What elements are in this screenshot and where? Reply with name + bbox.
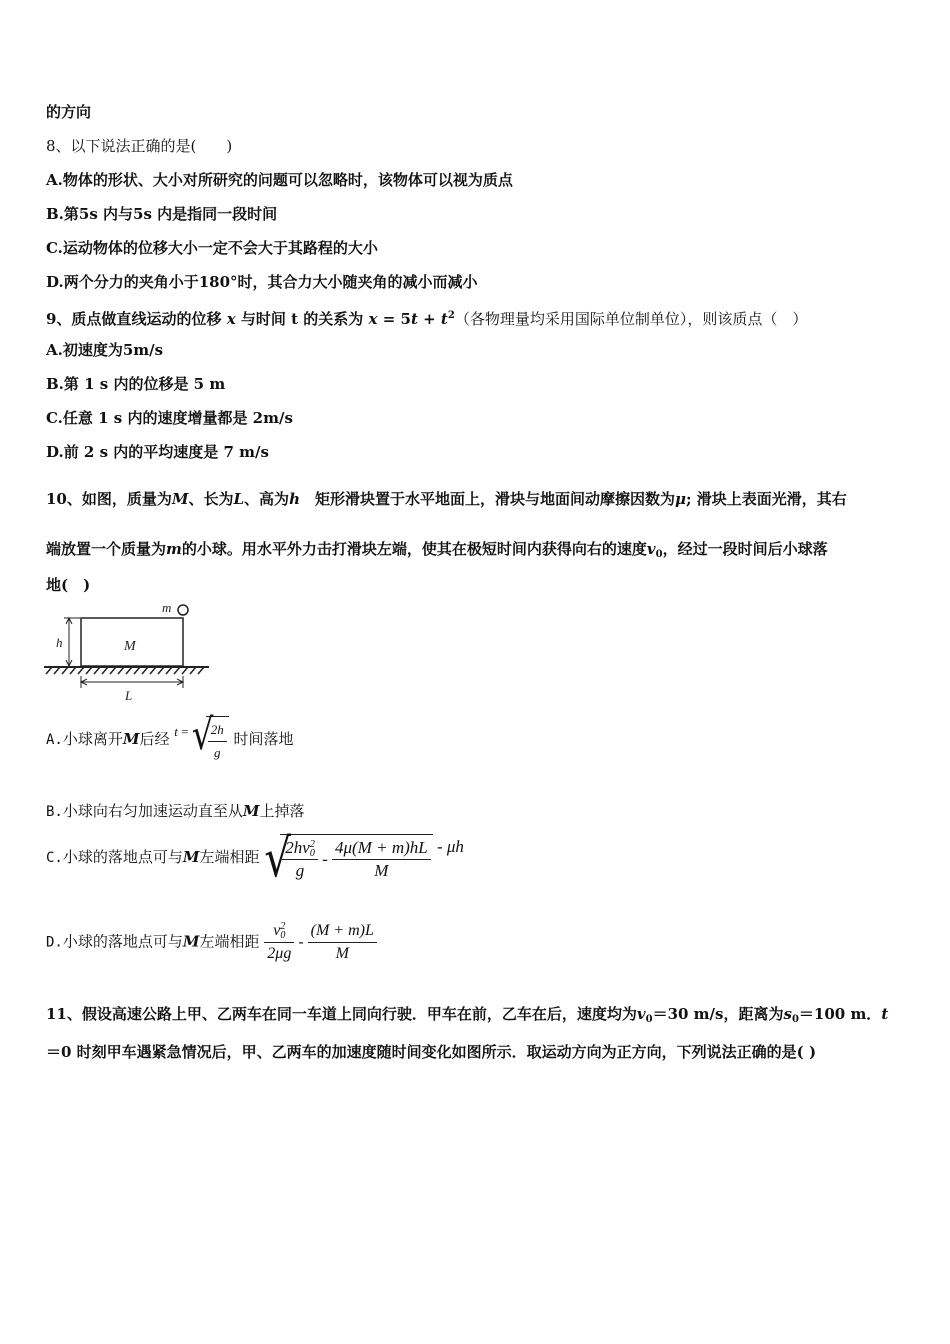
q10-option-d-minus: -	[294, 933, 308, 951]
q10-option-a-num: 2h	[208, 719, 227, 742]
q9-formula-lhs: x	[368, 310, 378, 328]
q10-line1-d: 矩形滑块置于水平地面上，滑块与地面间动摩擦因数为	[299, 490, 675, 508]
q11-line2: ＝0 时刻甲车遇紧急情况后，甲、乙两车的加速度随时间变化如图所示．取运动方向为正方向，下列说法正确的是( )	[46, 1043, 817, 1061]
q10-line2-c: ，经过一段时间后小球落	[662, 540, 828, 558]
q8-option-c: C.运动物体的位移大小一定不会大于其路程的大小	[46, 239, 378, 257]
q10-option-c-den2: M	[374, 861, 389, 880]
q10-option-d-den2: M	[335, 945, 349, 962]
q10-option-b-text1: 小球向右匀加速运动直至从	[62, 802, 243, 820]
q9-formula-mid: = 5	[377, 310, 411, 328]
q10-var-h: h	[289, 490, 300, 508]
q10-var-mu: μ	[674, 490, 686, 508]
q9-option-c: C.任意 1 s 内的速度增量都是 2m/s	[46, 409, 293, 427]
q9-option-b: B.第 1 s 内的位移是 5 m	[46, 375, 226, 393]
q8-stem: 8、以下说法正确的是( )	[46, 137, 233, 155]
q10-option-d-text2: 左端相距	[199, 932, 260, 951]
q10-option-a-label: A.	[46, 732, 63, 748]
q8-option-b: B.第5s 内与5s 内是指同一段时间	[46, 205, 278, 223]
q10-line1-c: 、高为	[244, 490, 290, 508]
q9-var-t: t	[291, 310, 299, 328]
q10-option-a-M: M	[122, 730, 140, 748]
q10-var-m: m	[166, 540, 182, 558]
q10-var-v0: v	[646, 540, 656, 558]
q10-option-d-num1-sub: 0	[280, 930, 286, 942]
q10-var-M: M	[171, 490, 189, 508]
q10-option-d-num1-sup: 2	[280, 921, 286, 933]
q10-option-d-M: M	[182, 932, 200, 951]
h-label: h	[56, 635, 63, 650]
q10-option-c	[46, 827, 464, 889]
q11-v0-value: ＝30 m/s，距离为	[652, 1005, 784, 1023]
q10-line2	[46, 539, 828, 565]
q10-option-b-label: B.	[46, 804, 63, 820]
q10-option-d-text1: 小球的落地点可与	[62, 932, 183, 951]
ball-label: m	[162, 600, 172, 615]
q9-formula-t2: t	[440, 310, 448, 328]
q9-var-x: x	[226, 310, 236, 328]
q10-option-b-text2: 上掉落	[259, 802, 305, 820]
q11-line1	[46, 1004, 888, 1030]
q10-option-d-frac2	[308, 920, 377, 965]
ground-hatch	[46, 667, 204, 674]
q11-var-v0: v	[636, 1005, 646, 1023]
q9-stem-a: 9、质点做直线运动的位移	[46, 310, 222, 328]
q10-option-c-label: C.	[46, 850, 63, 866]
q10-option-d-num1: v	[273, 922, 281, 939]
q10-option-d-num2: (M + m)L	[308, 920, 377, 943]
q10-option-a-sqrt: √ $\frac{2h}{g}$	[192, 716, 229, 764]
q9-stem-b: 与时间	[240, 310, 286, 328]
q10-option-a-den: g	[214, 745, 221, 760]
q9-formula-plus: +	[417, 310, 441, 328]
q9-formula-t: t	[410, 310, 418, 328]
q11-var-t: t	[881, 1005, 889, 1023]
q11-var-s0: s	[783, 1005, 792, 1023]
q10-option-c-num1: 2hv	[285, 838, 310, 857]
q10-option-d-den1: 2μg	[267, 945, 292, 962]
q9-stem-d: （各物理量均采用国际单位制单位），则该质点（ ）	[454, 310, 808, 328]
q11-var-s0-sub: 0	[791, 1014, 799, 1025]
q10-option-c-M: M	[182, 848, 200, 866]
q10-var-v0-sub: 0	[655, 549, 663, 560]
q10-option-a-text1: 小球离开	[62, 730, 123, 748]
q10-option-c-num2: 4μ(M + m)hL	[332, 837, 431, 860]
q9-option-a: A.初速度为5m/s	[46, 341, 164, 359]
ball-circle	[178, 605, 188, 615]
q11-line1-a: 11、假设高速公路上甲、乙两车在同一车道上同向行驶．甲车在前，乙车在后，速度均为	[46, 1005, 637, 1023]
q10-option-a-t: t	[174, 724, 178, 739]
q10-line1-a: 10、如图，质量为	[46, 490, 172, 508]
q10-line1-e: ; 滑块上表面光滑，其右	[685, 490, 847, 508]
q10-line2-b: 的小球。用水平外力击打滑块左端，使其在极短时间内获得向右的速度	[181, 540, 647, 558]
q8-option-d: D.两个分力的夹角小于180°时，其合力大小随夹角的减小而减小	[46, 273, 478, 291]
q9-option-d: D.前 2 s 内的平均速度是 7 m/s	[46, 443, 269, 461]
block-label: M	[124, 639, 136, 654]
q10-option-b-M: M	[242, 802, 260, 820]
q10-option-c-num1-sub: 0	[309, 848, 315, 860]
q10-option-a	[46, 710, 294, 764]
q9-stem-c: 的关系为	[303, 310, 364, 328]
q10-option-c-minus: -	[317, 849, 332, 869]
q10-line2-a: 端放置一个质量为	[46, 540, 167, 558]
q10-option-d-label: D.	[46, 934, 63, 951]
q10-option-a-text3: 时间落地	[233, 730, 294, 748]
q10-option-c-den1: g	[295, 861, 305, 880]
q10-option-d-frac1	[264, 920, 294, 965]
q10-option-c-text1: 小球的落地点可与	[62, 848, 183, 866]
q10-option-a-text2: 后经	[139, 730, 170, 748]
continuation-text: 的方向	[46, 103, 92, 121]
q11-var-v0-sub: 0	[645, 1014, 653, 1025]
q11-s0-value: ＝100 m．	[798, 1005, 882, 1023]
q10-line1-b: 、长为	[188, 490, 234, 508]
q10-option-c-text2: 左端相距	[199, 848, 260, 866]
q10-option-b	[46, 800, 305, 821]
q9-stem	[46, 306, 807, 329]
q10-line3: 地( )	[46, 576, 91, 594]
q10-var-L: L	[233, 490, 245, 508]
q10-line1	[46, 489, 847, 509]
q10-option-a-eq: =	[177, 724, 192, 739]
q9-formula-exp: 2	[447, 310, 455, 321]
q10-option-c-tail: - μh	[432, 837, 464, 856]
q10-option-c-num1-sup: 2	[309, 839, 315, 851]
block-diagram	[44, 600, 214, 706]
q8-option-a: A.物体的形状、大小对所研究的问题可以忽略时，该物体可以视为质点	[46, 171, 513, 189]
q10-option-d	[46, 920, 377, 965]
q10-option-c-sqrt: √ 2hv 2 0 g - $\frac{4\mu(M + m)hL}{M}$	[264, 834, 432, 882]
L-label: L	[125, 688, 133, 703]
